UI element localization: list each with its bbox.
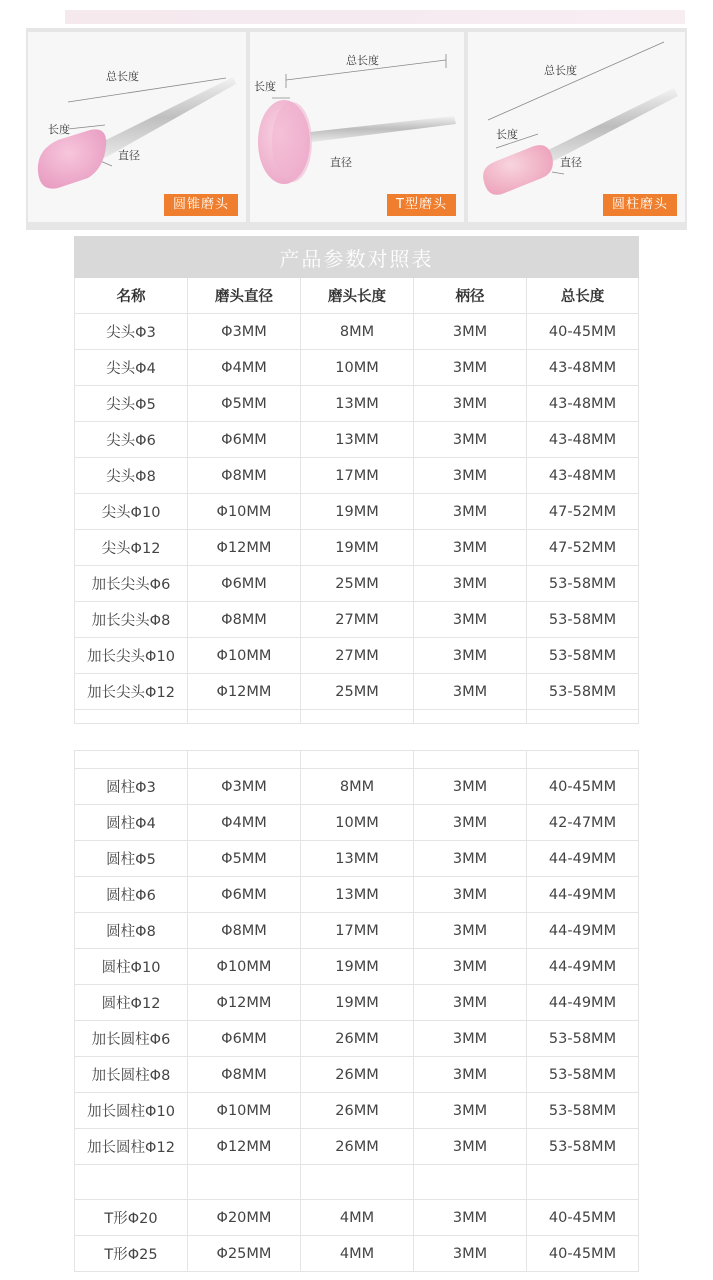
table-cell: 53-58MM	[527, 1129, 639, 1165]
table-cell-empty	[75, 751, 188, 769]
table-cell-empty	[75, 710, 188, 724]
table-row	[75, 494, 639, 530]
table-cell: 圆柱Φ8	[75, 913, 188, 949]
label-total-length: 总长度	[544, 64, 577, 77]
table-cell: 13MM	[301, 877, 414, 913]
table-cell: Φ8MM	[188, 458, 301, 494]
table-cell: 53-58MM	[527, 638, 639, 674]
table-cell: 3MM	[414, 949, 527, 985]
table-cell: 尖头Φ5	[75, 386, 188, 422]
table-cell: 4MM	[301, 1200, 414, 1236]
table-cell: 26MM	[301, 1093, 414, 1129]
table-cell: 3MM	[414, 458, 527, 494]
table-cell: 3MM	[414, 769, 527, 805]
table-cell: 53-58MM	[527, 566, 639, 602]
table-cell: Φ12MM	[188, 674, 301, 710]
table-cell: 44-49MM	[527, 877, 639, 913]
table-row	[75, 1236, 639, 1272]
table-cell: Φ6MM	[188, 422, 301, 458]
label-head-length: 长度	[496, 128, 518, 141]
table-cell: Φ10MM	[188, 1093, 301, 1129]
table-cell: Φ8MM	[188, 1057, 301, 1093]
table-cell: Φ6MM	[188, 566, 301, 602]
table-cell: 圆柱Φ3	[75, 769, 188, 805]
table-cell: 3MM	[414, 674, 527, 710]
table-row	[75, 985, 639, 1021]
label-total-length: 总长度	[106, 70, 139, 83]
table-cell: Φ5MM	[188, 386, 301, 422]
table-row	[75, 1057, 639, 1093]
table-cell-empty	[414, 710, 527, 724]
product-panel-t-type	[250, 32, 464, 222]
product-photo-row	[26, 28, 687, 230]
table-cell: 40-45MM	[527, 769, 639, 805]
table-cell: 17MM	[301, 458, 414, 494]
table-cell: 47-52MM	[527, 494, 639, 530]
table-cell: 53-58MM	[527, 1057, 639, 1093]
product-tag-cylinder: 圆柱磨头	[603, 194, 677, 216]
spec-table-part1	[74, 236, 638, 724]
spec-table-continued	[74, 750, 639, 1272]
table-cell: 19MM	[301, 985, 414, 1021]
table-cell: 圆柱Φ6	[75, 877, 188, 913]
table-row	[75, 949, 639, 985]
table-cell: 圆柱Φ10	[75, 949, 188, 985]
table-cell: 13MM	[301, 386, 414, 422]
table-row	[75, 530, 639, 566]
table-cell: 27MM	[301, 638, 414, 674]
table-cell: 3MM	[414, 841, 527, 877]
spec-table	[74, 236, 639, 724]
table-cell: 3MM	[414, 494, 527, 530]
table-cell: 加长尖头Φ10	[75, 638, 188, 674]
table-cell: Φ12MM	[188, 1129, 301, 1165]
table-cell: 43-48MM	[527, 386, 639, 422]
table-cell: 加长圆柱Φ12	[75, 1129, 188, 1165]
table-cell: 3MM	[414, 805, 527, 841]
table-cell: T形Φ25	[75, 1236, 188, 1272]
table-cell: 加长圆柱Φ6	[75, 1021, 188, 1057]
label-head-length: 长度	[48, 123, 70, 136]
table-title-row	[75, 237, 639, 278]
table-cell: 10MM	[301, 350, 414, 386]
table-cell: 尖头Φ8	[75, 458, 188, 494]
header-shank-diameter: 柄径	[414, 278, 527, 314]
table-cell: 尖头Φ6	[75, 422, 188, 458]
table-row	[75, 314, 639, 350]
table-cell: 27MM	[301, 602, 414, 638]
table-row	[75, 1200, 639, 1236]
table-cell: 3MM	[414, 1200, 527, 1236]
table-cell: 3MM	[414, 638, 527, 674]
label-diameter: 直径	[330, 156, 352, 169]
table-cell: Φ5MM	[188, 841, 301, 877]
table-row	[75, 769, 639, 805]
spec-table-part2	[74, 750, 638, 1272]
table-cell: 13MM	[301, 841, 414, 877]
table-cell: Φ10MM	[188, 638, 301, 674]
table-cell: Φ3MM	[188, 769, 301, 805]
table-cell: 26MM	[301, 1129, 414, 1165]
table-cell: 3MM	[414, 913, 527, 949]
table-cell: 尖头Φ10	[75, 494, 188, 530]
table-cell: 尖头Φ3	[75, 314, 188, 350]
table-cell: Φ12MM	[188, 985, 301, 1021]
table-cell: 3MM	[414, 386, 527, 422]
table-cell: 17MM	[301, 913, 414, 949]
table-cell: 53-58MM	[527, 1021, 639, 1057]
table-cell-empty	[188, 710, 301, 724]
table-cell: 3MM	[414, 602, 527, 638]
table-row	[75, 386, 639, 422]
table-row	[75, 1093, 639, 1129]
table-cell: 加长尖头Φ6	[75, 566, 188, 602]
table-cell: 圆柱Φ12	[75, 985, 188, 1021]
table-cell: Φ6MM	[188, 1021, 301, 1057]
table-cell: 圆柱Φ5	[75, 841, 188, 877]
table-cell: Φ20MM	[188, 1200, 301, 1236]
table-cell: Φ10MM	[188, 949, 301, 985]
table-row	[75, 458, 639, 494]
table-cell: Φ8MM	[188, 913, 301, 949]
product-tag-cone: 圆锥磨头	[164, 194, 238, 216]
table-cell-empty	[414, 1165, 527, 1200]
table-cell: T形Φ20	[75, 1200, 188, 1236]
table-cell: 19MM	[301, 530, 414, 566]
table-cell: 53-58MM	[527, 674, 639, 710]
header-name: 名称	[75, 278, 188, 314]
top-decorative-strip	[65, 10, 685, 24]
product-panel-cone	[28, 32, 246, 222]
table-cell-empty	[301, 710, 414, 724]
table-cell: 19MM	[301, 949, 414, 985]
table-cell-empty	[301, 751, 414, 769]
table-cell: 26MM	[301, 1057, 414, 1093]
table-cell: 3MM	[414, 1093, 527, 1129]
table-cell: 3MM	[414, 985, 527, 1021]
table-cell: Φ8MM	[188, 602, 301, 638]
table-blank-row	[75, 1165, 639, 1200]
table-row	[75, 805, 639, 841]
header-head-length: 磨头长度	[301, 278, 414, 314]
table-cell: 3MM	[414, 422, 527, 458]
table-cell: 圆柱Φ4	[75, 805, 188, 841]
table-cell: 53-58MM	[527, 1093, 639, 1129]
header-total-length: 总长度	[527, 278, 639, 314]
table-cell: 4MM	[301, 1236, 414, 1272]
table-cell: 53-58MM	[527, 602, 639, 638]
table-cell: 尖头Φ12	[75, 530, 188, 566]
table-cell: 43-48MM	[527, 422, 639, 458]
table-row	[75, 674, 639, 710]
table-cell: Φ4MM	[188, 350, 301, 386]
table-cell-empty	[527, 751, 639, 769]
table-cell: 44-49MM	[527, 913, 639, 949]
table-cell: 44-49MM	[527, 841, 639, 877]
table-row	[75, 1129, 639, 1165]
table-row	[75, 350, 639, 386]
table-row	[75, 877, 639, 913]
table-cell: 43-48MM	[527, 350, 639, 386]
table-cell: 40-45MM	[527, 314, 639, 350]
table-row	[75, 602, 639, 638]
table-cell: 加长尖头Φ12	[75, 674, 188, 710]
table-cell: 8MM	[301, 314, 414, 350]
table-cell-empty	[188, 1165, 301, 1200]
table-cell: 加长圆柱Φ8	[75, 1057, 188, 1093]
table-cell-empty	[414, 751, 527, 769]
table-cell: 44-49MM	[527, 985, 639, 1021]
table-cell: Φ3MM	[188, 314, 301, 350]
table-cell: 3MM	[414, 877, 527, 913]
table-cell: 3MM	[414, 1021, 527, 1057]
table-cell: Φ6MM	[188, 877, 301, 913]
table-cell: 3MM	[414, 1236, 527, 1272]
table-blank-row	[75, 710, 639, 724]
table-cell: 26MM	[301, 1021, 414, 1057]
table-cell-empty	[301, 1165, 414, 1200]
table-cell: Φ4MM	[188, 805, 301, 841]
table-cell: 43-48MM	[527, 458, 639, 494]
table-cell: 47-52MM	[527, 530, 639, 566]
table-row	[75, 566, 639, 602]
table-header-row	[75, 278, 639, 314]
header-head-diameter: 磨头直径	[188, 278, 301, 314]
table-cell: 13MM	[301, 422, 414, 458]
table-cell: 3MM	[414, 530, 527, 566]
table-row	[75, 422, 639, 458]
table-cell: 加长尖头Φ8	[75, 602, 188, 638]
table-cell: 40-45MM	[527, 1200, 639, 1236]
table-cell: Φ12MM	[188, 530, 301, 566]
table-blank-row	[75, 751, 639, 769]
table-cell: 25MM	[301, 566, 414, 602]
table-cell: 10MM	[301, 805, 414, 841]
table-row	[75, 841, 639, 877]
table-cell: 19MM	[301, 494, 414, 530]
table-row	[75, 913, 639, 949]
table-cell: 3MM	[414, 314, 527, 350]
table-row	[75, 1021, 639, 1057]
table-cell-empty	[75, 1165, 188, 1200]
table-title: 产品参数对照表	[75, 237, 639, 278]
table-cell: 25MM	[301, 674, 414, 710]
table-cell-empty	[527, 1165, 639, 1200]
product-tag-t-type: T型磨头	[387, 194, 456, 216]
product-panel-cylinder	[468, 32, 685, 222]
table-cell: 3MM	[414, 1129, 527, 1165]
table-cell: 尖头Φ4	[75, 350, 188, 386]
label-diameter: 直径	[560, 156, 582, 169]
table-cell-empty	[188, 751, 301, 769]
table-cell: Φ25MM	[188, 1236, 301, 1272]
label-diameter: 直径	[118, 149, 140, 162]
table-row	[75, 638, 639, 674]
table-cell: 3MM	[414, 350, 527, 386]
label-total-length: 总长度	[346, 54, 379, 67]
table-cell-empty	[527, 710, 639, 724]
table-cell: 42-47MM	[527, 805, 639, 841]
table-cell: 44-49MM	[527, 949, 639, 985]
table-cell: 8MM	[301, 769, 414, 805]
table-cell: Φ10MM	[188, 494, 301, 530]
table-cell: 加长圆柱Φ10	[75, 1093, 188, 1129]
table-cell: 3MM	[414, 1057, 527, 1093]
table-cell: 40-45MM	[527, 1236, 639, 1272]
label-head-length: 长度	[254, 80, 276, 93]
table-cell: 3MM	[414, 566, 527, 602]
